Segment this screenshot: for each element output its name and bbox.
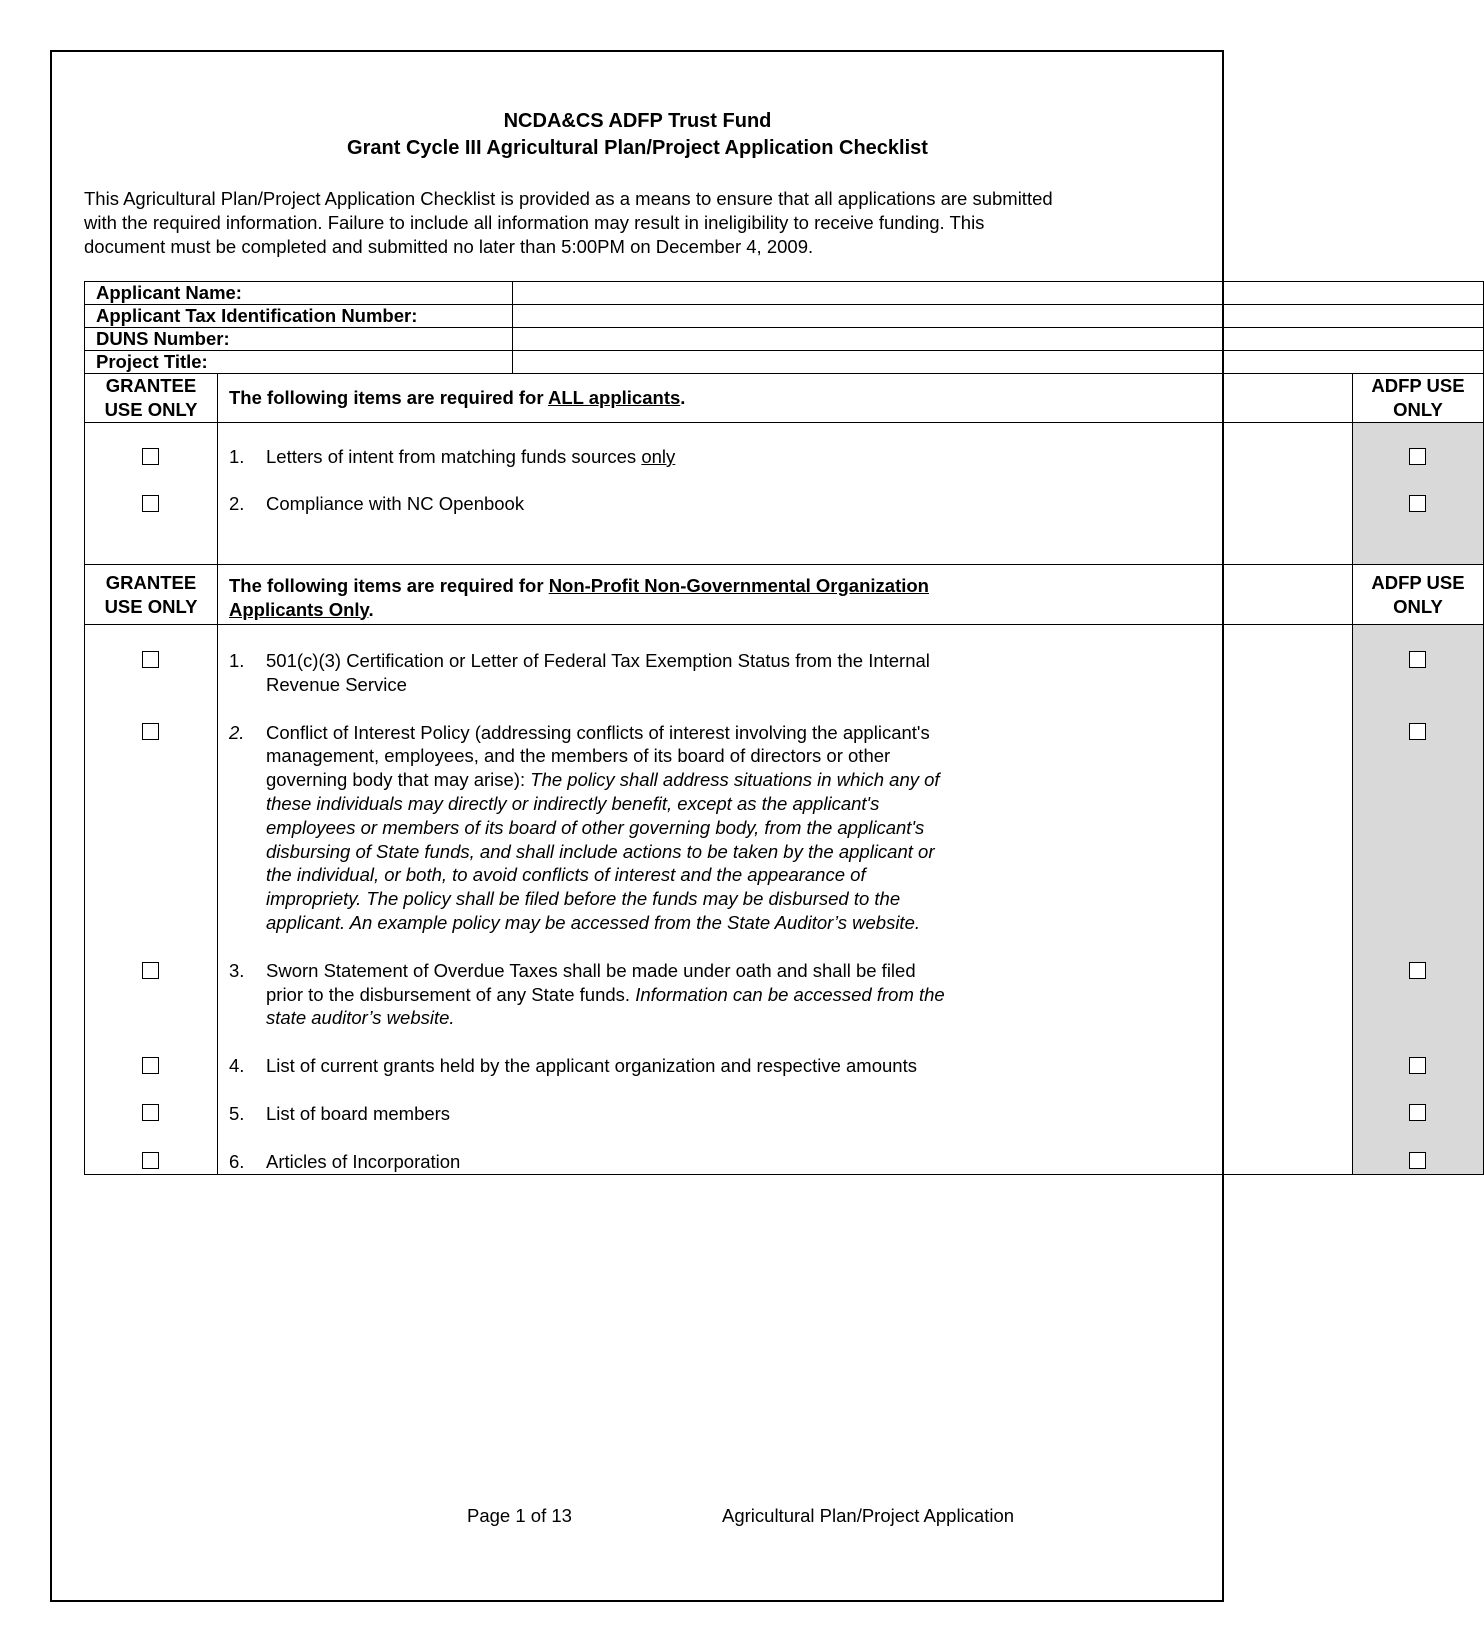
document-title [0, 108, 1275, 162]
item-text: Articles of Incorporation [266, 1150, 461, 1172]
title-line-2: Grant Cycle III Agricultural Plan/Project Application Checklist [347, 137, 928, 159]
item-text-italic: The policy shall address situations in which any of [530, 769, 940, 791]
section-nonprofit-heading [218, 565, 1353, 625]
list-item [218, 959, 1352, 1030]
item-text-italic: employees or members of its board of other governing body, from the applicant's [266, 816, 925, 838]
item-number: 1. [229, 650, 245, 671]
item-number: 1. [229, 446, 245, 467]
item-text-italic: state auditor’s website. [266, 1007, 455, 1029]
item-number: 4. [229, 1055, 245, 1077]
item-text-italic: disbursing of State funds, and shall include actions to be taken by the applicant or [266, 840, 935, 862]
tax-id-label: Applicant Tax Identification Number: [85, 305, 513, 328]
adfp-use-header [1353, 565, 1484, 625]
item-text-italic: the individual, or both, to avoid conflicts of interest and the appearance of [266, 864, 866, 886]
item-number: 6. [229, 1150, 245, 1172]
item-text-italic: Information can be accessed from the [635, 983, 945, 1005]
list-item [218, 1054, 1352, 1078]
grantee-checkbox[interactable] [142, 1104, 159, 1121]
list-item [218, 1150, 1352, 1174]
item-underlined: only [641, 446, 676, 467]
item-text-italic: impropriety. The policy shall be filed before the funds may be disbursed to the [266, 888, 901, 910]
item-text: List of board members [266, 1102, 451, 1124]
item-text-italic: applicant. An example policy may be accessed from the State Auditor’s website. [266, 911, 921, 933]
item-number: 3. [229, 959, 245, 981]
item-number: 5. [229, 1102, 245, 1124]
item-text: prior to the disbursement of any State funds. [266, 983, 636, 1005]
item-text-mixed [266, 983, 1352, 1007]
grantee-checkbox[interactable] [142, 448, 159, 465]
header-text: GRANTEE [105, 375, 197, 396]
adfp-checkbox-column [1353, 625, 1484, 1175]
grantee-checkbox[interactable] [142, 1057, 159, 1074]
item-text: Revenue Service [266, 673, 407, 695]
grantee-checkbox[interactable] [142, 1152, 159, 1169]
item-text: List of current grants held by the applicant organization and respective amounts [266, 1055, 917, 1077]
heading-text: . [680, 387, 686, 408]
section1-items [218, 423, 1353, 565]
grantee-use-header [85, 565, 218, 625]
list-item [218, 1102, 1352, 1126]
item-text: Sworn Statement of Overdue Taxes shall be made under oath and shall be filed [266, 959, 916, 981]
grantee-checkbox-column [85, 423, 218, 565]
footer-page-number: Page 1 of 13 [467, 1505, 572, 1526]
header-text: USE ONLY [104, 595, 198, 617]
adfp-checkbox[interactable] [1409, 495, 1426, 512]
duns-number-field[interactable] [513, 328, 1484, 351]
header-text: ADFP USE [1371, 571, 1465, 593]
intro-paragraph [84, 187, 1194, 259]
adfp-checkbox[interactable] [1409, 448, 1426, 465]
list-item [218, 649, 1352, 697]
item-text-italic: these individuals may directly or indirectly benefit, except as the applicant's [266, 792, 880, 814]
title-line-1: NCDA&CS ADFP Trust Fund [503, 110, 772, 132]
adfp-use-header [1353, 374, 1484, 423]
item-text: governing body that may arise): [266, 769, 531, 791]
item-text: Compliance with NC Openbook [266, 492, 525, 514]
heading-text: The following items are required for [229, 387, 548, 408]
grantee-checkbox-column [85, 625, 218, 1175]
adfp-checkbox[interactable] [1409, 651, 1426, 668]
tax-id-field[interactable] [513, 305, 1484, 328]
applicant-name-label: Applicant Name: [85, 282, 513, 305]
heading-underlined: Applicants Only [229, 598, 369, 620]
grantee-checkbox[interactable] [142, 651, 159, 668]
item-text: Letters of intent from matching funds sources [266, 446, 642, 467]
intro-line: with the required information. Failure to include all information may result in ineligibility to receive funding. This [84, 212, 985, 233]
heading-text: . [368, 598, 374, 620]
item-text: management, employees, and the members of its board of directors or other [266, 745, 891, 767]
adfp-checkbox[interactable] [1409, 1057, 1426, 1074]
applicant-name-field[interactable] [513, 282, 1484, 305]
adfp-checkbox[interactable] [1409, 723, 1426, 740]
adfp-checkbox-column [1353, 423, 1484, 565]
adfp-checkbox[interactable] [1409, 1152, 1426, 1169]
header-text: ADFP USE [1371, 375, 1465, 396]
grantee-checkbox[interactable] [142, 723, 159, 740]
heading-text: The following items are required for [229, 574, 549, 596]
item-number: 2. [229, 492, 245, 514]
grantee-checkbox[interactable] [142, 495, 159, 512]
header-text: ONLY [1393, 399, 1443, 420]
header-text: GRANTEE [105, 571, 197, 593]
heading-underlined: Non-Profit Non-Governmental Organization [548, 574, 929, 596]
header-text: ONLY [1393, 595, 1443, 617]
intro-line: This Agricultural Plan/Project Application Checklist is provided as a means to ensure that all applications are submitted [84, 188, 1053, 209]
heading-underlined: ALL applicants [548, 387, 681, 408]
item-text-mixed [266, 768, 1352, 792]
list-item [218, 492, 1352, 516]
list-item [218, 721, 1352, 935]
list-item [218, 445, 1352, 469]
footer-document-title: Agricultural Plan/Project Application [722, 1505, 1015, 1526]
section-all-applicants-heading [218, 374, 1353, 423]
project-title-field[interactable] [513, 351, 1484, 374]
item-number: 2. [229, 721, 245, 743]
section2-items [218, 625, 1353, 1175]
grantee-checkbox[interactable] [142, 962, 159, 979]
adfp-checkbox[interactable] [1409, 962, 1426, 979]
grantee-use-header [85, 374, 218, 423]
item-text: 501(c)(3) Certification or Letter of Federal Tax Exemption Status from the Internal [266, 650, 930, 671]
application-checklist-table [84, 281, 1484, 1175]
intro-line: document must be completed and submitted no later than 5:00PM on December 4, 2009. [84, 236, 814, 257]
adfp-checkbox[interactable] [1409, 1104, 1426, 1121]
project-title-label: Project Title: [85, 351, 513, 374]
duns-number-label: DUNS Number: [85, 328, 513, 351]
item-text: Conflict of Interest Policy (addressing conflicts of interest involving the applicant's [266, 721, 930, 743]
header-text: USE ONLY [104, 399, 198, 420]
